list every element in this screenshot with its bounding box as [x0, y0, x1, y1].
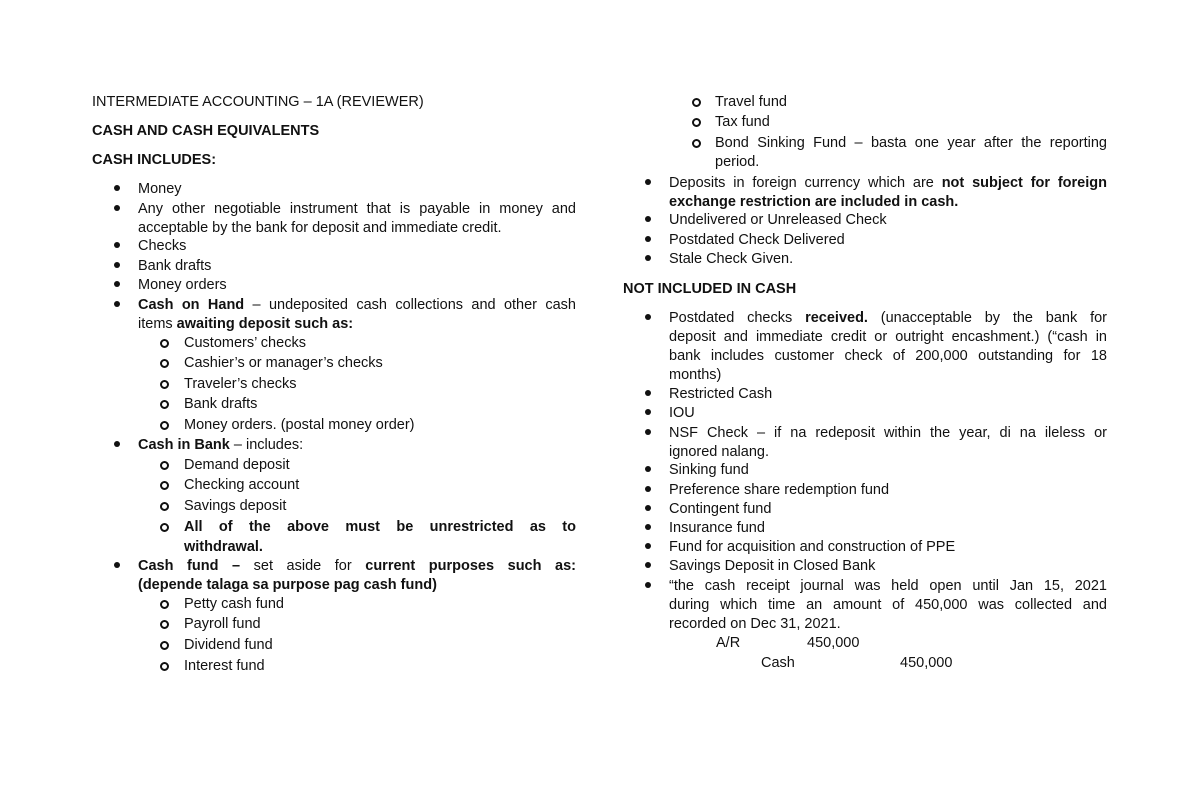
sub-bullet-icon: [160, 662, 169, 671]
sub-bullet-icon: [692, 98, 701, 107]
list-item-continued: ignored nalang.: [669, 444, 769, 460]
sub-bullet-icon: [692, 139, 701, 148]
bold-fragment: awaiting deposit such as:: [176, 316, 354, 332]
bullet-icon: [645, 236, 651, 242]
list-item: Checks: [138, 238, 187, 254]
list-item-continued: bank includes customer check of 200,000 outstanding for 18: [669, 348, 1107, 364]
bullet-icon: [645, 486, 651, 492]
bullet-icon: [114, 562, 120, 568]
sub-bullet-icon: [160, 600, 169, 609]
list-item: [669, 309, 1107, 328]
list-item: Any other negotiable instrument that is payable in money and: [138, 201, 576, 217]
sub-list-item: Tax fund: [715, 114, 770, 130]
sub-bullet-icon: [160, 641, 169, 650]
sub-list-item-continued: withdrawal.: [184, 539, 263, 555]
list-item-continued: recorded on Dec 31, 2021.: [669, 616, 841, 632]
list-item-continued: exchange restriction are included in cash.: [669, 194, 959, 210]
bullet-icon: [114, 301, 120, 307]
section-heading: CASH AND CASH EQUIVALENTS: [92, 123, 320, 139]
sub-list-item: Traveler’s checks: [184, 376, 297, 392]
list-item: Restricted Cash: [669, 386, 773, 402]
doc-title: INTERMEDIATE ACCOUNTING – 1A (REVIEWER): [92, 94, 424, 110]
sub-bullet-icon: [160, 481, 169, 490]
cash-on-hand-label: Cash on Hand: [138, 297, 245, 313]
bullet-icon: [114, 185, 120, 191]
list-item: NSF Check – if na redeposit within the year, di na ileless or: [669, 425, 1107, 441]
bullet-icon: [645, 216, 651, 222]
list-item-continued: acceptable by the bank for deposit and immediate credit.: [138, 220, 502, 236]
sub-list-item: Travel fund: [715, 94, 787, 110]
list-item: [669, 174, 1107, 193]
list-item: IOU: [669, 405, 695, 421]
list-item: Sinking fund: [669, 462, 749, 478]
cash-fund-label: Cash fund –: [138, 558, 241, 574]
journal-debit-account: A/R: [716, 635, 741, 651]
list-item: Money: [138, 181, 182, 197]
sub-bullet-icon: [160, 359, 169, 368]
sub-bullet-icon: [160, 421, 169, 430]
sub-bullet-icon: [160, 400, 169, 409]
text-fragment: Deposits in foreign currency which are: [669, 175, 942, 191]
sub-bullet-icon: [160, 502, 169, 511]
bullet-icon: [114, 441, 120, 447]
list-item: Postdated Check Delivered: [669, 232, 845, 248]
text-fragment: (unacceptable by the bank for: [867, 310, 1107, 326]
text-fragment: items: [138, 316, 177, 332]
list-item: Bank drafts: [138, 258, 212, 274]
sub-bullet-icon: [692, 118, 701, 127]
bullet-icon: [645, 562, 651, 568]
sub-list-item-note: All of the above must be unrestricted as to: [184, 519, 576, 535]
sub-bullet-icon: [160, 380, 169, 389]
sub-list-item: Bond Sinking Fund – basta one year after the reporting: [715, 135, 1107, 151]
text-fragment: set aside for: [240, 558, 366, 574]
bullet-icon: [645, 505, 651, 511]
bullet-icon: [645, 255, 651, 261]
journal-credit-amount: 450,000: [900, 655, 953, 671]
list-item: Contingent fund: [669, 501, 772, 517]
sub-list-item: Checking account: [184, 477, 300, 493]
bullet-icon: [645, 543, 651, 549]
sub-list-item: Petty cash fund: [184, 596, 284, 612]
bullet-icon: [114, 242, 120, 248]
cash-in-bank-label: Cash in Bank: [138, 437, 230, 453]
journal-credit-account: Cash: [761, 655, 795, 671]
bullet-icon: [114, 262, 120, 268]
list-item: Savings Deposit in Closed Bank: [669, 558, 876, 574]
cash-in-bank-text: – includes:: [229, 437, 304, 453]
list-item-continued: deposit and immediate credit or outright encashment.) (“cash in: [669, 329, 1107, 345]
sub-bullet-icon: [160, 461, 169, 470]
list-item: Undelivered or Unreleased Check: [669, 212, 887, 228]
list-item: Stale Check Given.: [669, 251, 794, 267]
list-item: Money orders: [138, 277, 227, 293]
sub-list-item: Payroll fund: [184, 616, 261, 632]
bullet-icon: [645, 314, 651, 320]
bold-fragment: not subject for foreign: [941, 175, 1107, 191]
cash-on-hand-item: [138, 296, 576, 315]
bullet-icon: [114, 281, 120, 287]
sub-bullet-icon: [160, 523, 169, 532]
cash-fund-item: [138, 557, 576, 576]
text-fragment: Postdated checks: [669, 310, 806, 326]
bold-fragment: current purposes such as:: [365, 558, 576, 574]
bullet-icon: [645, 179, 651, 185]
sub-list-item: Interest fund: [184, 658, 265, 674]
list-item-continued: during which time an amount of 450,000 was collected and: [669, 597, 1107, 613]
cash-includes-heading: CASH INCLUDES:: [92, 152, 217, 168]
sub-list-item: Bank drafts: [184, 396, 258, 412]
bullet-icon: [645, 390, 651, 396]
list-item-continued: (depende talaga sa purpose pag cash fund): [138, 577, 437, 593]
bold-fragment: received.: [805, 310, 868, 326]
sub-list-item: Savings deposit: [184, 498, 287, 514]
sub-list-item: Customers’ checks: [184, 335, 306, 351]
list-item: Fund for acquisition and construction of PPE: [669, 539, 956, 555]
bullet-icon: [645, 582, 651, 588]
journal-debit-amount: 450,000: [807, 635, 860, 651]
bullet-icon: [645, 409, 651, 415]
cash-on-hand-text: – undeposited cash collections and other cash: [244, 297, 576, 313]
list-item-continued: months): [669, 367, 722, 383]
sub-list-item-continued: period.: [715, 154, 760, 170]
bullet-icon: [645, 524, 651, 530]
not-included-heading: NOT INCLUDED IN CASH: [623, 281, 797, 297]
sub-list-item: Money orders. (postal money order): [184, 417, 415, 433]
bullet-icon: [114, 205, 120, 211]
sub-list-item: Dividend fund: [184, 637, 273, 653]
sub-list-item: Cashier’s or manager’s checks: [184, 355, 383, 371]
list-item: Preference share redemption fund: [669, 482, 890, 498]
list-item-continued: [138, 315, 353, 334]
sub-bullet-icon: [160, 339, 169, 348]
list-item: Insurance fund: [669, 520, 765, 536]
bullet-icon: [645, 429, 651, 435]
sub-list-item: Demand deposit: [184, 457, 290, 473]
sub-bullet-icon: [160, 620, 169, 629]
list-item: “the cash receipt journal was held open until Jan 15, 2021: [669, 578, 1107, 594]
bullet-icon: [645, 466, 651, 472]
cash-in-bank-item: [138, 436, 303, 455]
